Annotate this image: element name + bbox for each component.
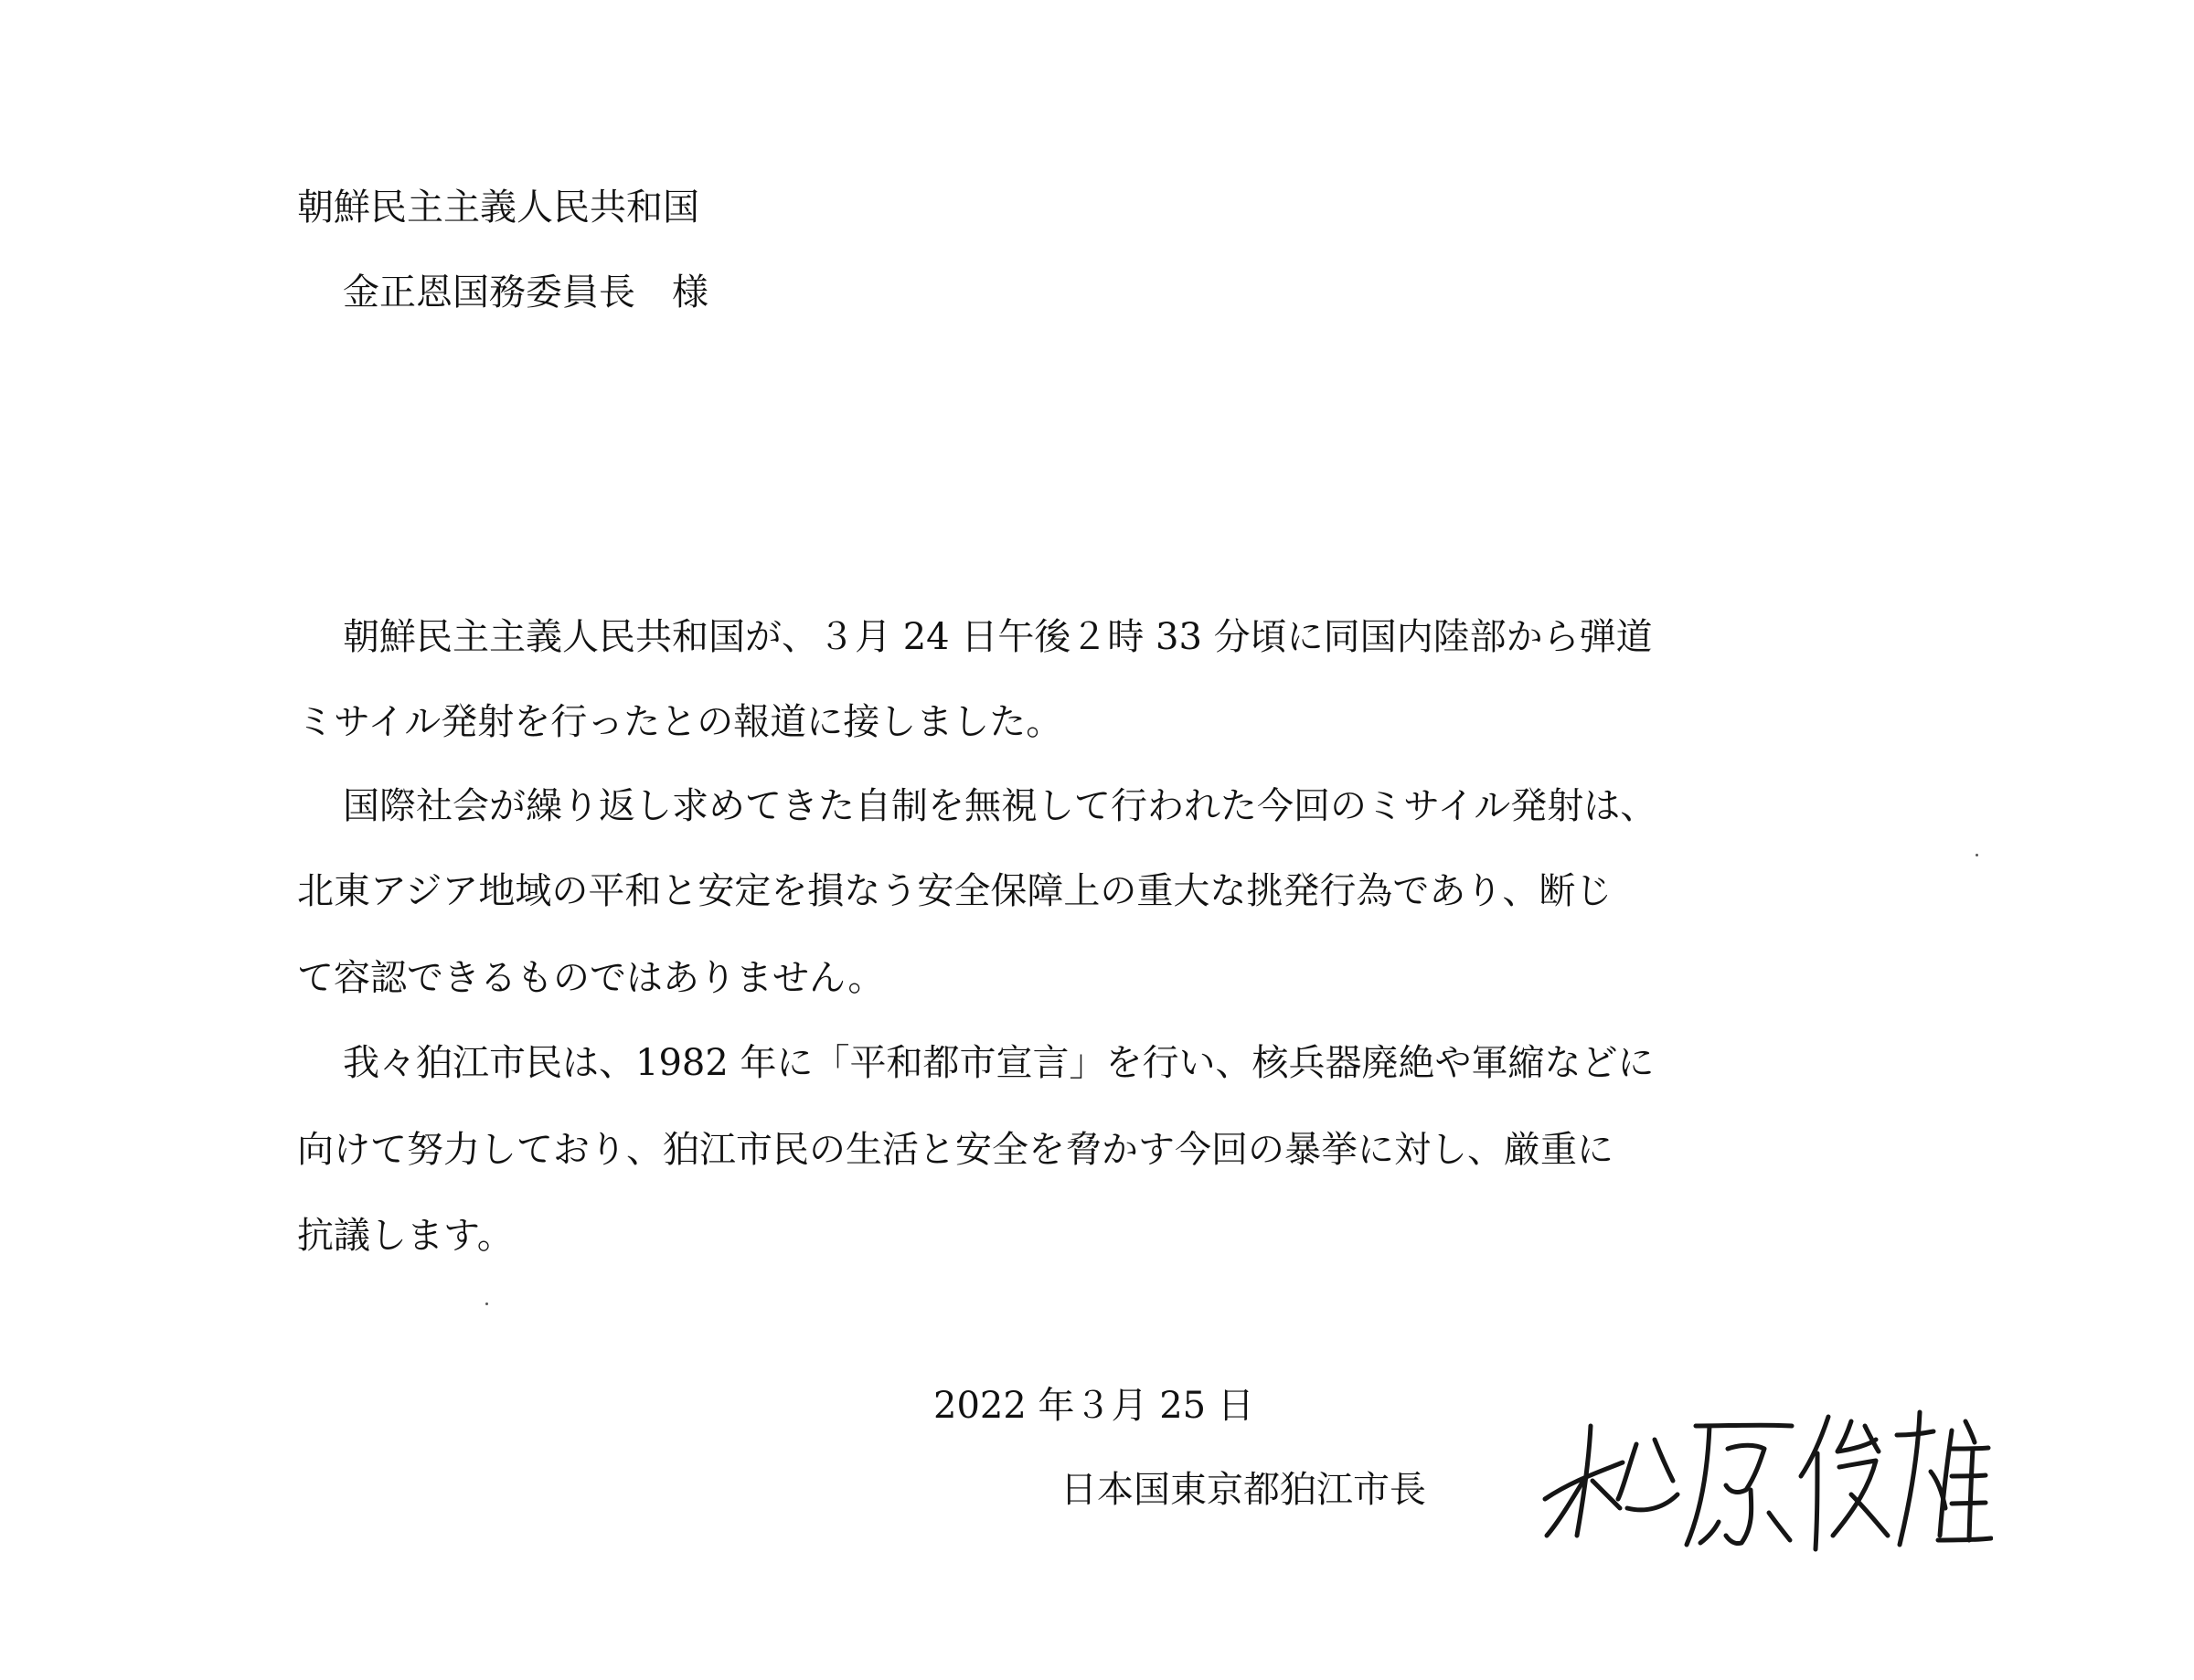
signature-strokes — [1536, 1408, 1993, 1563]
scan-speck — [485, 1303, 488, 1305]
body-line: 抗議します。 — [297, 1215, 514, 1257]
body-line: 我々狛江市民は、1982 年に「平和都市宣言」を行い、核兵器廃絶や軍縮などに — [343, 1042, 1655, 1084]
body-line: て容認できるものではありません。 — [297, 957, 885, 999]
body-line: 北東アジア地域の平和と安定を損なう安全保障上の重大な挑発行為であり、断じ — [297, 870, 1613, 912]
handwritten-signature — [1536, 1408, 1993, 1563]
addressee-country: 朝鮮民主主義人民共和国 — [297, 186, 699, 229]
body-line: 朝鮮民主主義人民共和国が、３月 24 日午後２時 33 分頃に同国内陸部から弾道 — [343, 616, 1653, 658]
body-line: ミサイル発射を行ったとの報道に接しました。 — [297, 701, 1063, 743]
body-line: 国際社会が繰り返し求めてきた自制を無視して行われた今回のミサイル発射は、 — [343, 785, 1657, 827]
letter-date: 2022 年３月 25 日 — [933, 1385, 1254, 1427]
signer-title: 日本国東京都狛江市長 — [1060, 1469, 1426, 1511]
scan-speck — [1976, 854, 1978, 856]
addressee-name: 金正恩国務委員長 様 — [343, 271, 708, 314]
body-line: 向けて努力しており、狛江市民の生活と安全を脅かす今回の暴挙に対し、厳重に — [297, 1129, 1614, 1171]
